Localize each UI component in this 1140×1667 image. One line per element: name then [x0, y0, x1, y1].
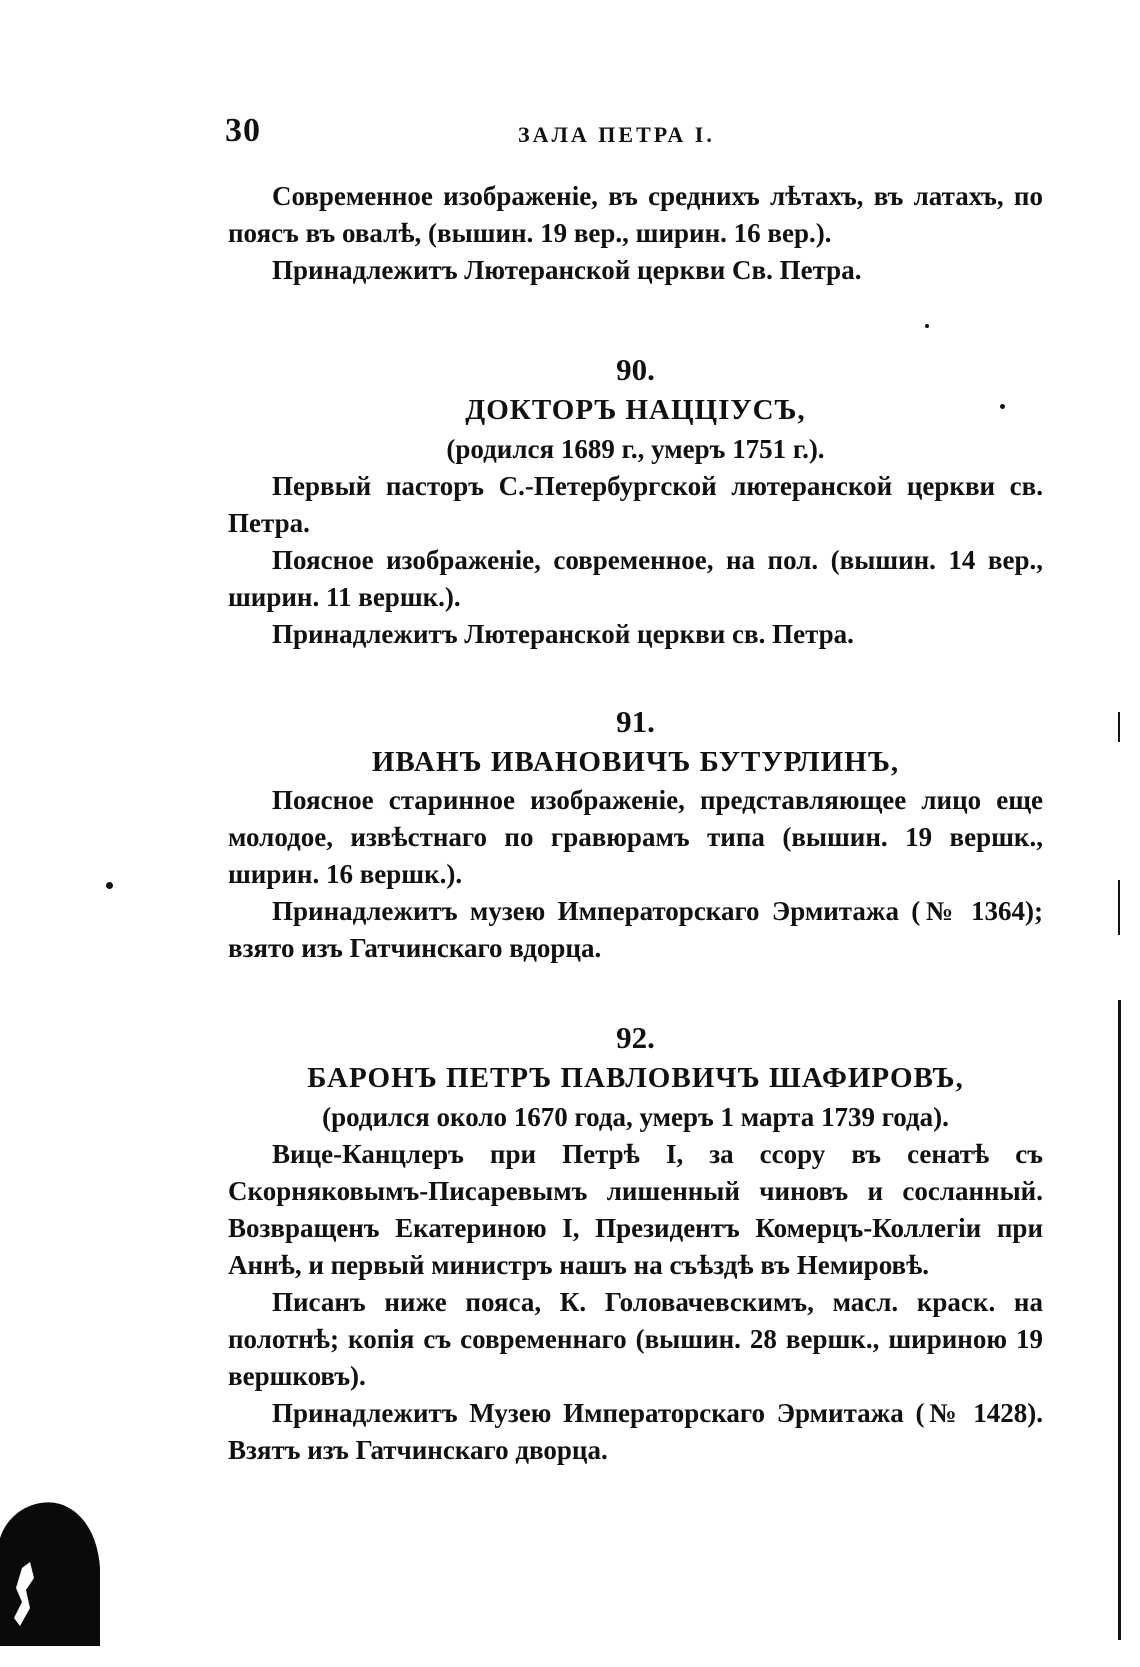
entry-name: ИВАНЪ ИВАНОВИЧЪ БУТУРЛИНЪ, [371, 746, 900, 778]
scan-edge-mark [1118, 712, 1120, 742]
entry-91 [228, 702, 1043, 967]
paragraph: Принадлежитъ Лютеранской церкви Св. Петра. [272, 255, 862, 285]
entry-number: 92. [616, 1020, 655, 1055]
entry-dates: (родился около 1670 года, умеръ 1 марта 1739 года). [322, 1102, 949, 1132]
entry-name: ДОКТОРЪ НАЦЦІУСЪ, [465, 394, 806, 426]
entry-92 [228, 1018, 1043, 1469]
scan-edge-line [1118, 1000, 1121, 1640]
paragraph: Принадлежитъ Лютеранской церкви св. Петра. [272, 619, 854, 649]
paragraph: Современное изображеніе, въ среднихъ лѣтахъ, въ латахъ, по поясъ въ овалѣ, (вышин. 19 вер., ширин. 16 вер.). [228, 181, 1043, 248]
scan-edge-mark [1118, 880, 1120, 935]
entry-dates: (родился 1689 г., умеръ 1751 г.). [446, 434, 825, 464]
scan-speck [1000, 404, 1005, 409]
paragraph: Поясное старинное изображеніе, представляющее лицо еще молодое, извѣстнаго по гравюрамъ типа (вышин. 19 вершк., ширин. 16 вершк.). [228, 785, 1043, 889]
entry-90 [228, 350, 1043, 653]
paragraph: Принадлежитъ музею Императорскаго Эрмитажа (№ 1364); взято изъ Гатчинскаго вдорца. [228, 896, 1043, 963]
entry-number: 90. [616, 352, 655, 387]
paragraph: Первый пасторъ С.-Петербургской лютеранской церкви св. Петра. [228, 471, 1043, 538]
paragraph: Писанъ ниже пояса, К. Головачевскимъ, масл. краск. на полотнѣ; копія съ современнаго (вышин. 28 вершк., шириною 19 вершковъ). [228, 1287, 1043, 1391]
paragraph: Принадлежитъ Музею Императорскаго Эрмитажа (№ 1428). Взятъ изъ Гатчинскаго дворца. [228, 1398, 1043, 1465]
page-header [225, 112, 1025, 152]
scan-speck [106, 882, 113, 889]
scan-speck [925, 324, 929, 328]
running-title: ЗАЛА ПЕТРА I. [518, 122, 715, 147]
paragraph: Вице-Канцлеръ при Петрѣ I, за ссору въ сенатѣ съ Скорняковымъ-Писаревымъ лишенный чиновъ и сосланный. Возвращенъ Екатериною I, Президентъ Комерцъ-Коллегіи при Аннѣ, и первый министръ нашъ на съѣздѣ въ Немировѣ. [228, 1139, 1043, 1280]
scan-blot-icon [0, 1498, 100, 1646]
entry-number: 91. [616, 704, 655, 739]
entry-name: БАРОНЪ ПЕТРЪ ПАВЛОВИЧЪ ШАФИРОВЪ, [307, 1062, 964, 1094]
paragraph: Поясное изображеніе, современное, на пол. (вышин. 14 вер., ширин. 11 вершк.). [228, 545, 1043, 612]
page-number: 30 [225, 112, 261, 149]
intro-text [228, 178, 1043, 289]
